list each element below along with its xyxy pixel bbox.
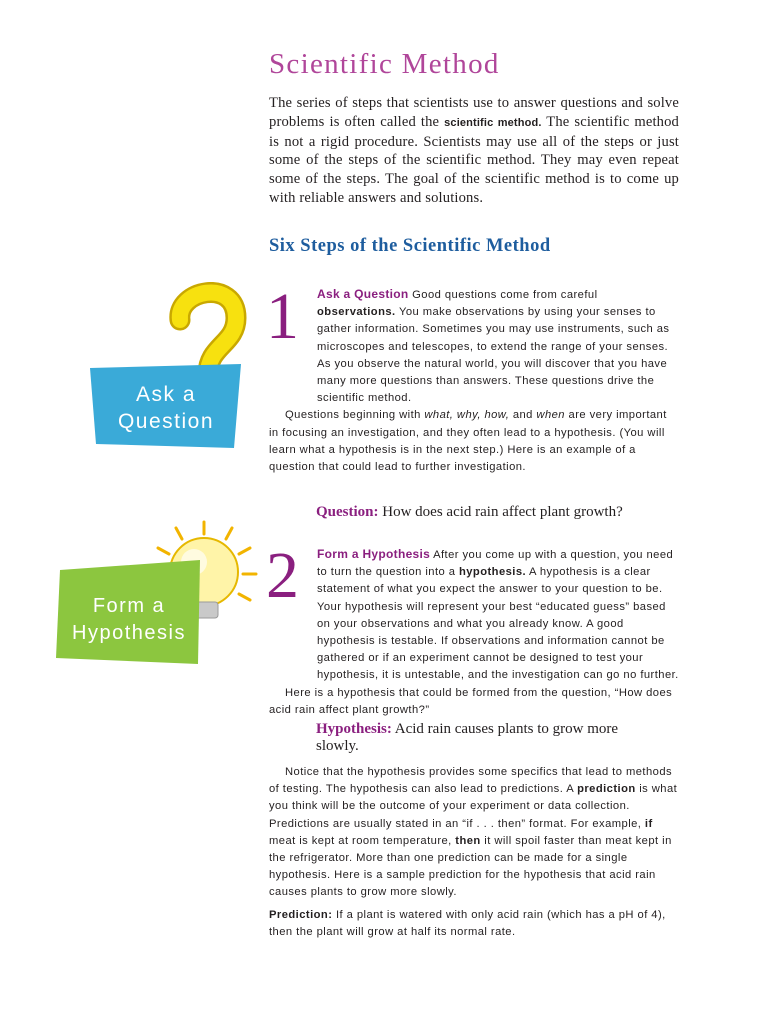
question-callout-label: Question: <box>316 504 379 520</box>
ask-label-line2: Question <box>117 410 215 433</box>
ask-label-line1: Ask a <box>135 383 197 406</box>
observations-term: observations. <box>317 306 396 319</box>
ask-question-label <box>96 381 236 435</box>
step-number-2: 2 <box>266 539 299 612</box>
step-2-heading: Form a Hypothesis <box>317 547 431 561</box>
prediction-label: Prediction: <box>269 909 333 921</box>
step-1-body <box>269 286 679 476</box>
prediction-statement <box>269 907 679 941</box>
hypothesis-label-line2: Hypothesis <box>72 622 186 644</box>
intro-text-1: The series of steps that scientists use to answer questions and solve problems is often called the <box>269 95 679 130</box>
question-callout-text: How does acid rain affect plant growth? <box>378 504 623 520</box>
step-1-p2-b: are very important in focusing an investigation, and they often lead to a hypothesis. (You will learn what a hypothesis is in the next step.) Here is an example of a question that could lead to further investigation. <box>269 409 667 474</box>
step-1-p2-a: Questions beginning with <box>285 409 425 422</box>
p3-text-a: Notice that the hypothesis provides some specifics that lead to methods of testing. The hypothesis can also lead to predictions. A <box>269 766 673 796</box>
step-1-p2-when: when <box>536 409 565 422</box>
hypothesis-callout-label: Hypothesis: <box>316 721 392 737</box>
step-1-heading: Ask a Question <box>317 287 409 301</box>
intro-text-2: The scientific method is not a rigid procedure. Scientists may use all of the steps or just some of the steps of the scientific method. They may even repeat some of the steps. The goal of the scientific method is to come up with reliable answers and solutions. <box>269 113 679 206</box>
p3-text-c: meat is kept at room temperature, <box>269 834 456 847</box>
hypothesis-callout <box>316 721 646 755</box>
hypothesis-callout-text: Acid rain causes plants to grow more slowly. <box>316 721 619 754</box>
hypothesis-term: hypothesis. <box>458 566 527 579</box>
step-2-p2: Here is a hypothesis that could be formed from the question, “How does acid rain affect plant growth?” <box>269 686 673 716</box>
step-1-p2-what: what, why, how, <box>424 409 510 422</box>
intro-paragraph <box>269 94 679 208</box>
p3-text-b: is what you think will be the outcome of your experiment or data collection. Predictions are usually stated in an “if . . . then” format. For example, <box>269 783 678 830</box>
step-1-text-a: Good questions come from careful <box>408 289 598 301</box>
section-subheading: Six Steps of the Scientific Method <box>269 236 551 256</box>
then-term: then <box>455 834 481 847</box>
step-number-1: 1 <box>266 280 299 353</box>
hypothesis-label-line1: Form a <box>92 595 166 617</box>
form-hypothesis-label <box>56 593 202 647</box>
step-2-body <box>269 546 679 719</box>
prediction-text: If a plant is watered with only acid rain (which has a pH of 4), then the plant will grow at half its normal rate. <box>269 909 666 939</box>
intro-term: scientific method. <box>444 116 542 129</box>
p3-text-d: it will spoil faster than meat kept in the refrigerator. More than one prediction can be made for a single hypothesis. Here is a sample prediction for the hypothesis that acid rain causes plants to grow more slowly. <box>269 834 672 899</box>
step-1-text-b: You make observations by using your senses to gather information. Sometimes you may use instruments, such as microscopes and telescopes, to extend the range of your senses. As you observe the natural world, you will discover that you have many more questions than answers. These questions drive the scientific method. <box>317 306 670 405</box>
step-2-text-b: A hypothesis is a clear statement of what you expect the answer to your question to be. Your hypothesis will represent your best “educated guess” based on your observations and what you already know. A good hypothesis is testable. If observations and information cannot be gathered or if an experiment cannot be designed to test your hypothesis, it is untestable, and the investigation can go no further. <box>317 566 679 682</box>
page-title: Scientific Method <box>269 48 500 80</box>
prediction-term: prediction <box>577 783 636 796</box>
step-1-p2-and: and <box>509 409 537 422</box>
question-callout <box>316 504 623 521</box>
step-2-text-a: After you come up with a question, you need to turn the question into a <box>317 549 674 579</box>
if-term: if <box>644 817 653 830</box>
prediction-body <box>269 764 679 902</box>
